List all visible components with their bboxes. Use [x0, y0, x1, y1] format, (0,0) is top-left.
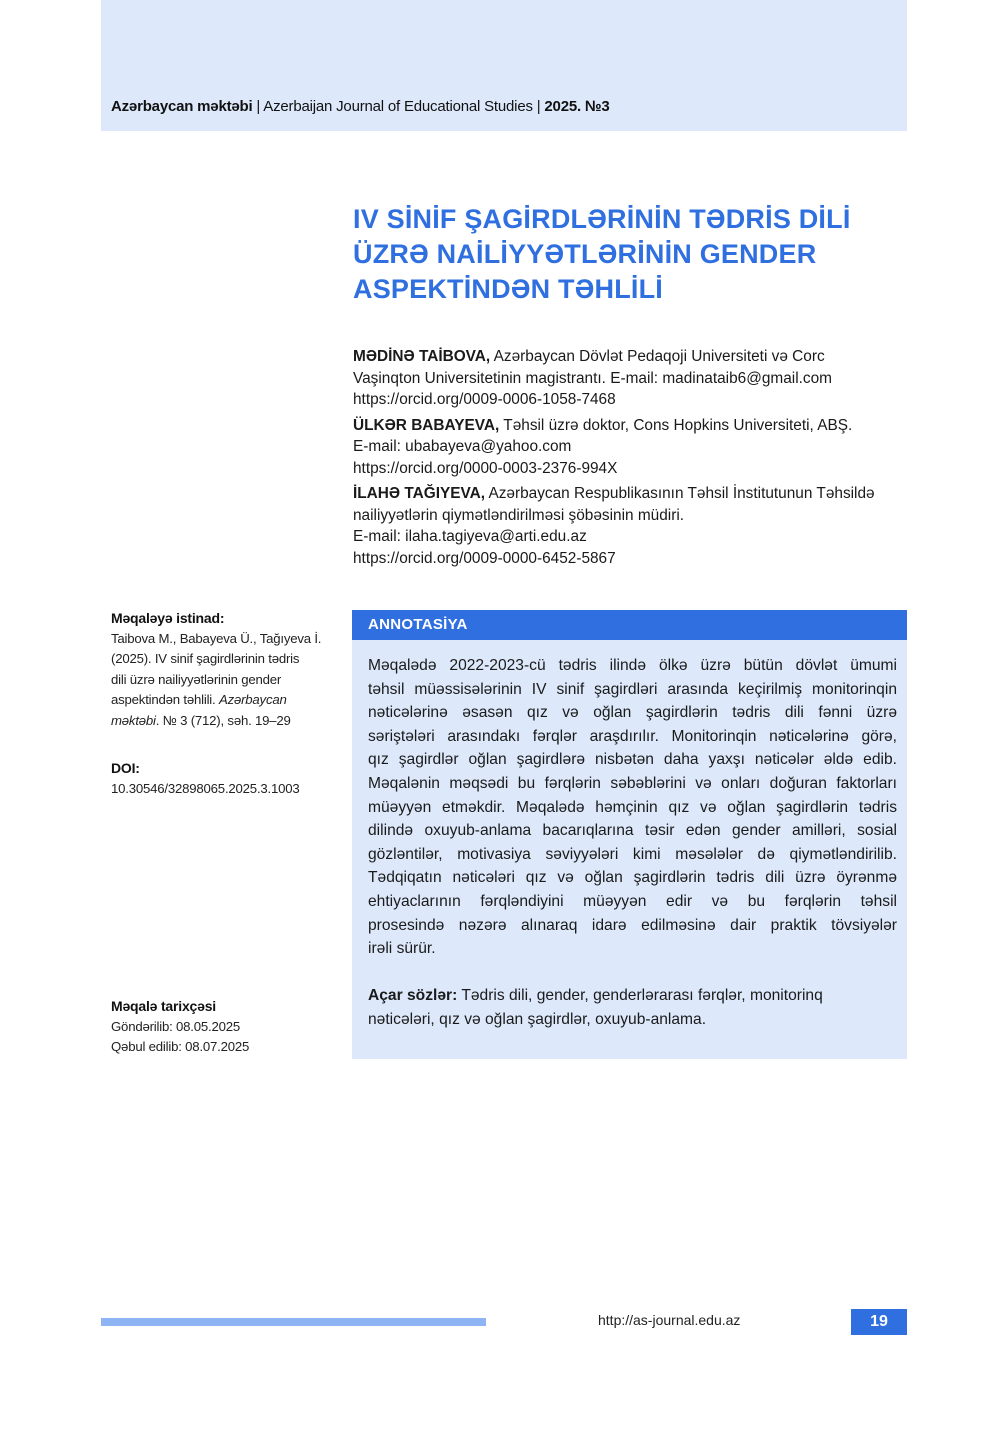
abstract-line: müəyyən etməkdir. Məqalədə həmçinin qız və oğlan şagirdlərin tədris [368, 798, 897, 816]
author-affiliation: Vaşinqton Universitetinin magistrantı. E-mail: madinataib6@gmail.com [353, 369, 832, 387]
doi-block [111, 758, 326, 799]
author-entry [353, 483, 913, 569]
author-email: E-mail: ubabayeva@yahoo.com [353, 438, 572, 455]
author-email: E-mail: ilaha.tagiyeva@arti.edu.az [353, 528, 587, 545]
keywords-label: Açar sözlər: [368, 987, 458, 1004]
citation-block [111, 608, 326, 731]
citation-text: dili üzrə nailiyyətlərinin gender [111, 671, 282, 687]
author-orcid: https://orcid.org/0009-0006-1058-7468 [353, 391, 616, 408]
footer-bar [101, 1318, 486, 1326]
footer-url[interactable]: http://as-journal.edu.az [598, 1312, 741, 1328]
citation-text: . № 3 (712), səh. 19–29 [155, 712, 291, 728]
journal-header-line [111, 98, 610, 115]
journal-name-az: Azərbaycan məktəbi [111, 98, 253, 115]
article-title-line: ASPEKTİNDƏN TƏHLİLİ [353, 274, 664, 304]
citation-journal: Azərbaycan [218, 692, 287, 707]
abstract-line: ehtiyaclarının fərqləndiyini müəyyən edir və bu fərqlərin təhsil [368, 892, 897, 910]
abstract-line: prosesində nəzərə alınaraq idarə edilməsinə dair praktik tövsiyələr [368, 916, 897, 934]
article-title [353, 202, 893, 307]
abstract-text [368, 654, 897, 961]
keywords-text: nəticələri, qız və oğlan şagirdlər, oxuyub-anlama. [368, 1011, 707, 1028]
author-orcid: https://orcid.org/0009-0000-6452-5867 [353, 549, 616, 567]
author-affiliation: nailiyyətlərin qiymətləndirilməsi şöbəsinin müdiri. [353, 506, 685, 524]
abstract-line: dilində oxuyub-anlama bacarıqlarına təsir edən gender amilləri, sosial [368, 822, 897, 840]
author-list [353, 346, 913, 573]
abstract-line: Tədqiqatın nəticələri qız və oğlan şagirdlərin tədris dili üzrə öyrənmə [368, 869, 897, 887]
abstract-line: səriştələri arasındakı fərqlər araşdırılır. Monitorinqin nəticələrinə görə, [368, 727, 897, 745]
abstract-line: gözləntilər, motivasiya səviyyələri kimi məsələlər də qiymətləndirilib. [368, 845, 897, 863]
citation-journal: məktəbi [111, 712, 156, 728]
doi-value[interactable]: 10.30546/32898065.2025.3.1003 [111, 780, 300, 796]
author-affiliation: Azərbaycan Respublikasının Təhsil İnstitutunun Təhsildə [485, 485, 875, 502]
history-block [111, 996, 326, 1058]
author-name: İLAHƏ TAĞIYEVA, [353, 485, 486, 502]
accepted-date: Qəbul edilib: 08.07.2025 [111, 1039, 250, 1054]
header-separator: | [252, 98, 264, 115]
abstract-line: qız şagirdlər oğlan şagirdlərə nisbətən daha yaxşı nəticələr əldə edib. [368, 751, 897, 769]
page-number: 19 [851, 1309, 907, 1335]
citation-text: (2025). IV sinif şagirdlərinin tədris [111, 651, 300, 666]
abstract-line: Məqalədə 2022-2023-cü tədris ilində ölkə üzrə bütün dövlət ümumi [368, 657, 897, 674]
doi-heading: DOI: [111, 760, 140, 776]
article-title-line: ÜZRƏ NAİLİYYƏTLƏRİNİN GENDER [353, 239, 817, 269]
author-entry [353, 415, 913, 480]
history-heading: Məqalə tarixçəsi [111, 998, 216, 1014]
author-affiliation: Azərbaycan Dövlət Pedaqoji Universiteti və Corc [490, 348, 825, 365]
citation-text: Taibova M., Babayeva Ü., Tağıyeva İ. [111, 630, 322, 646]
author-name: ÜLKƏR BABAYEVA, [353, 416, 500, 434]
abstract-line: irəli sürür. [368, 940, 436, 958]
abstract-line: təhsil müəssisələrinin IV sinif şagirdləri arasında keçirilmiş monitorinqin [368, 680, 897, 698]
header-separator: | [532, 98, 545, 115]
citation-heading: Məqaləyə istinad: [111, 610, 225, 626]
journal-name-en: Azerbaijan Journal of Educational Studies [263, 98, 533, 115]
keywords [368, 984, 897, 1032]
keywords-text: Tədris dili, gender, genderlərarası fərqlər, monitorinq [457, 987, 823, 1004]
citation-text: aspektindən təhlili. [111, 692, 219, 707]
abstract-line: Məqalənin məqsədi bu fərqlərin səbəblərini və onları doğuran faktorları [368, 774, 897, 792]
journal-issue: 2025. №3 [544, 98, 610, 115]
author-name: MƏDİNƏ TAİBOVA, [353, 348, 491, 365]
article-title-line: IV SİNİF ŞAGİRDLƏRİNİN TƏDRİS DİLİ [353, 204, 851, 234]
abstract-heading: ANNOTASİYA [352, 610, 907, 640]
submitted-date: Göndərilib: 08.05.2025 [111, 1018, 241, 1034]
author-orcid: https://orcid.org/0000-0003-2376-994X [353, 459, 618, 477]
abstract-line: nəticələrinə əsasən qız və oğlan şagirdlərin tədris dili fənni üzrə [368, 704, 897, 722]
author-affiliation: Təhsil üzrə doktor, Cons Hopkins Universiteti, ABŞ. [499, 416, 853, 434]
author-entry [353, 346, 913, 411]
